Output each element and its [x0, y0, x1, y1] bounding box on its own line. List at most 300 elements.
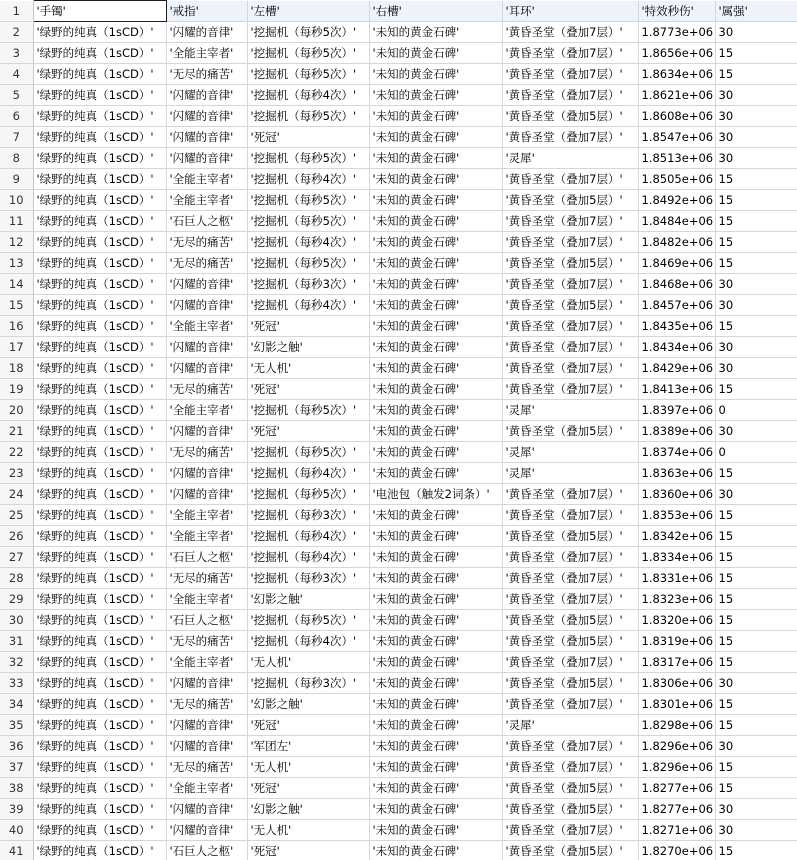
cell-bracelet[interactable]: '绿野的纯真（1sCD）': [33, 253, 166, 274]
cell-ring[interactable]: '闪耀的音律': [166, 127, 247, 148]
cell-earring[interactable]: '黄昏圣堂（叠加7层）': [502, 85, 638, 106]
cell-left-slot[interactable]: '挖掘机（每秒5次）': [247, 400, 369, 421]
cell-element-strength[interactable]: 30: [715, 106, 797, 127]
cell-effective-dps[interactable]: 1.8468e+06: [638, 274, 715, 295]
cell-ring[interactable]: '石巨人之柩': [166, 610, 247, 631]
cell-bracelet[interactable]: '绿野的纯真（1sCD）': [33, 757, 166, 778]
cell-earring[interactable]: '黄昏圣堂（叠加5层）': [502, 778, 638, 799]
row-number[interactable]: 23: [0, 463, 33, 484]
cell-earring[interactable]: '黄昏圣堂（叠加5层）': [502, 421, 638, 442]
cell-effective-dps[interactable]: 1.8513e+06: [638, 148, 715, 169]
cell-left-slot[interactable]: '挖掘机（每秒4次）': [247, 463, 369, 484]
cell-element-strength[interactable]: 30: [715, 148, 797, 169]
cell-effective-dps[interactable]: 1.8656e+06: [638, 43, 715, 64]
cell-earring[interactable]: '黄昏圣堂（叠加5层）': [502, 799, 638, 820]
cell-earring[interactable]: '黄昏圣堂（叠加5层）': [502, 673, 638, 694]
cell-left-slot[interactable]: '挖掘机（每秒5次）': [247, 442, 369, 463]
cell-bracelet[interactable]: '绿野的纯真（1sCD）': [33, 715, 166, 736]
cell-earring[interactable]: '黄昏圣堂（叠加7层）': [502, 274, 638, 295]
cell-left-slot[interactable]: '挖掘机（每秒4次）': [247, 295, 369, 316]
cell-ring[interactable]: '无尽的痛苦': [166, 568, 247, 589]
cell-ring[interactable]: '闪耀的音律': [166, 358, 247, 379]
header-cell-earring[interactable]: '耳环': [502, 1, 638, 22]
cell-effective-dps[interactable]: 1.8277e+06: [638, 799, 715, 820]
cell-effective-dps[interactable]: 1.8317e+06: [638, 652, 715, 673]
cell-earring[interactable]: '黄昏圣堂（叠加7层）': [502, 211, 638, 232]
cell-right-slot[interactable]: '未知的黄金石碑': [369, 358, 502, 379]
row-number[interactable]: 29: [0, 589, 33, 610]
cell-bracelet[interactable]: '绿野的纯真（1sCD）': [33, 568, 166, 589]
cell-ring[interactable]: '无尽的痛苦': [166, 379, 247, 400]
cell-ring[interactable]: '全能主宰者': [166, 169, 247, 190]
cell-right-slot[interactable]: '未知的黄金石碑': [369, 274, 502, 295]
cell-left-slot[interactable]: '死冠': [247, 421, 369, 442]
row-number[interactable]: 27: [0, 547, 33, 568]
cell-right-slot[interactable]: '未知的黄金石碑': [369, 631, 502, 652]
cell-left-slot[interactable]: '军团左': [247, 736, 369, 757]
cell-ring[interactable]: '石巨人之柩': [166, 211, 247, 232]
cell-right-slot[interactable]: '未知的黄金石碑': [369, 610, 502, 631]
cell-right-slot[interactable]: '未知的黄金石碑': [369, 673, 502, 694]
cell-earring[interactable]: '黄昏圣堂（叠加7层）': [502, 22, 638, 43]
cell-earring[interactable]: '黄昏圣堂（叠加5层）': [502, 253, 638, 274]
cell-right-slot[interactable]: '未知的黄金石碑': [369, 841, 502, 860]
cell-right-slot[interactable]: '未知的黄金石碑': [369, 22, 502, 43]
row-number[interactable]: 21: [0, 421, 33, 442]
cell-element-strength[interactable]: 30: [715, 22, 797, 43]
cell-effective-dps[interactable]: 1.8296e+06: [638, 736, 715, 757]
cell-right-slot[interactable]: '未知的黄金石碑': [369, 652, 502, 673]
cell-earring[interactable]: '黄昏圣堂（叠加7层）': [502, 757, 638, 778]
cell-element-strength[interactable]: 30: [715, 799, 797, 820]
cell-bracelet[interactable]: '绿野的纯真（1sCD）': [33, 526, 166, 547]
cell-bracelet[interactable]: '绿野的纯真（1sCD）': [33, 421, 166, 442]
cell-element-strength[interactable]: 15: [715, 841, 797, 860]
cell-element-strength[interactable]: 30: [715, 820, 797, 841]
cell-ring[interactable]: '闪耀的音律': [166, 421, 247, 442]
cell-effective-dps[interactable]: 1.8389e+06: [638, 421, 715, 442]
cell-effective-dps[interactable]: 1.8319e+06: [638, 631, 715, 652]
cell-effective-dps[interactable]: 1.8323e+06: [638, 589, 715, 610]
cell-right-slot[interactable]: '电池包（触发2词条）': [369, 484, 502, 505]
cell-right-slot[interactable]: '未知的黄金石碑': [369, 190, 502, 211]
cell-ring[interactable]: '闪耀的音律': [166, 673, 247, 694]
cell-ring[interactable]: '无尽的痛苦': [166, 442, 247, 463]
cell-left-slot[interactable]: '挖掘机（每秒4次）': [247, 526, 369, 547]
cell-left-slot[interactable]: '无人机': [247, 820, 369, 841]
cell-left-slot[interactable]: '挖掘机（每秒5次）': [247, 610, 369, 631]
cell-left-slot[interactable]: '挖掘机（每秒5次）': [247, 64, 369, 85]
cell-ring[interactable]: '全能主宰者': [166, 43, 247, 64]
cell-earring[interactable]: '黄昏圣堂（叠加5层）': [502, 841, 638, 860]
cell-right-slot[interactable]: '未知的黄金石碑': [369, 421, 502, 442]
cell-ring[interactable]: '全能主宰者': [166, 526, 247, 547]
cell-right-slot[interactable]: '未知的黄金石碑': [369, 442, 502, 463]
cell-bracelet[interactable]: '绿野的纯真（1sCD）': [33, 295, 166, 316]
cell-bracelet[interactable]: '绿野的纯真（1sCD）': [33, 820, 166, 841]
cell-bracelet[interactable]: '绿野的纯真（1sCD）': [33, 631, 166, 652]
cell-ring[interactable]: '石巨人之柩': [166, 841, 247, 860]
cell-effective-dps[interactable]: 1.8457e+06: [638, 295, 715, 316]
cell-earring[interactable]: '黄昏圣堂（叠加7层）': [502, 316, 638, 337]
cell-right-slot[interactable]: '未知的黄金石碑': [369, 379, 502, 400]
cell-earring[interactable]: '黄昏圣堂（叠加7层）': [502, 169, 638, 190]
cell-element-strength[interactable]: 0: [715, 442, 797, 463]
cell-left-slot[interactable]: '挖掘机（每秒3次）': [247, 568, 369, 589]
cell-bracelet[interactable]: '绿野的纯真（1sCD）': [33, 106, 166, 127]
cell-element-strength[interactable]: 30: [715, 274, 797, 295]
cell-ring[interactable]: '全能主宰者': [166, 190, 247, 211]
cell-element-strength[interactable]: 30: [715, 85, 797, 106]
cell-earring[interactable]: '黄昏圣堂（叠加5层）': [502, 106, 638, 127]
cell-ring[interactable]: '全能主宰者': [166, 589, 247, 610]
cell-ring[interactable]: '闪耀的音律': [166, 148, 247, 169]
cell-earring[interactable]: '黄昏圣堂（叠加7层）': [502, 64, 638, 85]
cell-earring[interactable]: '黄昏圣堂（叠加7层）': [502, 337, 638, 358]
row-number[interactable]: 25: [0, 505, 33, 526]
cell-earring[interactable]: '灵犀': [502, 463, 638, 484]
cell-left-slot[interactable]: '无人机': [247, 652, 369, 673]
cell-bracelet[interactable]: '绿野的纯真（1sCD）': [33, 673, 166, 694]
cell-ring[interactable]: '闪耀的音律': [166, 295, 247, 316]
cell-left-slot[interactable]: '挖掘机（每秒5次）': [247, 22, 369, 43]
cell-element-strength[interactable]: 30: [715, 421, 797, 442]
cell-effective-dps[interactable]: 1.8482e+06: [638, 232, 715, 253]
row-number[interactable]: 6: [0, 106, 33, 127]
cell-right-slot[interactable]: '未知的黄金石碑': [369, 694, 502, 715]
row-number[interactable]: 31: [0, 631, 33, 652]
cell-bracelet[interactable]: '绿野的纯真（1sCD）': [33, 799, 166, 820]
cell-left-slot[interactable]: '挖掘机（每秒4次）': [247, 631, 369, 652]
cell-effective-dps[interactable]: 1.8298e+06: [638, 715, 715, 736]
cell-element-strength[interactable]: 30: [715, 673, 797, 694]
cell-left-slot[interactable]: '挖掘机（每秒3次）': [247, 505, 369, 526]
cell-right-slot[interactable]: '未知的黄金石碑': [369, 85, 502, 106]
cell-earring[interactable]: '黄昏圣堂（叠加7层）': [502, 127, 638, 148]
cell-ring[interactable]: '无尽的痛苦': [166, 757, 247, 778]
cell-bracelet[interactable]: '绿野的纯真（1sCD）': [33, 127, 166, 148]
cell-effective-dps[interactable]: 1.8397e+06: [638, 400, 715, 421]
row-number[interactable]: 8: [0, 148, 33, 169]
cell-effective-dps[interactable]: 1.8271e+06: [638, 820, 715, 841]
cell-right-slot[interactable]: '未知的黄金石碑': [369, 757, 502, 778]
cell-effective-dps[interactable]: 1.8634e+06: [638, 64, 715, 85]
cell-ring[interactable]: '全能主宰者': [166, 400, 247, 421]
cell-bracelet[interactable]: '绿野的纯真（1sCD）': [33, 211, 166, 232]
cell-effective-dps[interactable]: 1.8270e+06: [638, 841, 715, 860]
cell-element-strength[interactable]: 30: [715, 736, 797, 757]
cell-effective-dps[interactable]: 1.8435e+06: [638, 316, 715, 337]
cell-effective-dps[interactable]: 1.8320e+06: [638, 610, 715, 631]
cell-element-strength[interactable]: 15: [715, 757, 797, 778]
cell-right-slot[interactable]: '未知的黄金石碑': [369, 169, 502, 190]
row-number[interactable]: 12: [0, 232, 33, 253]
cell-earring[interactable]: '灵犀': [502, 715, 638, 736]
cell-element-strength[interactable]: 15: [715, 547, 797, 568]
cell-element-strength[interactable]: 30: [715, 484, 797, 505]
cell-right-slot[interactable]: '未知的黄金石碑': [369, 253, 502, 274]
row-number[interactable]: 28: [0, 568, 33, 589]
row-number[interactable]: 4: [0, 64, 33, 85]
cell-bracelet[interactable]: '绿野的纯真（1sCD）': [33, 337, 166, 358]
cell-element-strength[interactable]: 0: [715, 400, 797, 421]
cell-right-slot[interactable]: '未知的黄金石碑': [369, 568, 502, 589]
cell-element-strength[interactable]: 15: [715, 463, 797, 484]
row-number[interactable]: 5: [0, 85, 33, 106]
cell-bracelet[interactable]: '绿野的纯真（1sCD）': [33, 694, 166, 715]
row-number[interactable]: 40: [0, 820, 33, 841]
cell-element-strength[interactable]: 15: [715, 379, 797, 400]
cell-ring[interactable]: '闪耀的音律': [166, 484, 247, 505]
cell-left-slot[interactable]: '无人机': [247, 757, 369, 778]
row-number[interactable]: 14: [0, 274, 33, 295]
cell-earring[interactable]: '黄昏圣堂（叠加5层）': [502, 610, 638, 631]
cell-bracelet[interactable]: '绿野的纯真（1sCD）': [33, 400, 166, 421]
cell-left-slot[interactable]: '挖掘机（每秒5次）': [247, 253, 369, 274]
row-number[interactable]: 10: [0, 190, 33, 211]
cell-bracelet[interactable]: '绿野的纯真（1sCD）': [33, 547, 166, 568]
cell-bracelet[interactable]: '绿野的纯真（1sCD）': [33, 358, 166, 379]
cell-earring[interactable]: '灵犀': [502, 148, 638, 169]
row-number[interactable]: 7: [0, 127, 33, 148]
cell-element-strength[interactable]: 15: [715, 43, 797, 64]
cell-element-strength[interactable]: 30: [715, 295, 797, 316]
row-number[interactable]: 41: [0, 841, 33, 860]
cell-effective-dps[interactable]: 1.8469e+06: [638, 253, 715, 274]
cell-earring[interactable]: '黄昏圣堂（叠加7层）': [502, 43, 638, 64]
cell-ring[interactable]: '闪耀的音律': [166, 736, 247, 757]
cell-effective-dps[interactable]: 1.8277e+06: [638, 778, 715, 799]
row-number[interactable]: 30: [0, 610, 33, 631]
cell-effective-dps[interactable]: 1.8608e+06: [638, 106, 715, 127]
row-number[interactable]: 24: [0, 484, 33, 505]
cell-element-strength[interactable]: 15: [715, 211, 797, 232]
row-number[interactable]: 32: [0, 652, 33, 673]
cell-left-slot[interactable]: '挖掘机（每秒5次）': [247, 190, 369, 211]
cell-left-slot[interactable]: '挖掘机（每秒5次）': [247, 148, 369, 169]
cell-right-slot[interactable]: '未知的黄金石碑': [369, 400, 502, 421]
cell-bracelet[interactable]: '绿野的纯真（1sCD）': [33, 85, 166, 106]
cell-earring[interactable]: '黄昏圣堂（叠加7层）': [502, 568, 638, 589]
cell-earring[interactable]: '黄昏圣堂（叠加7层）': [502, 736, 638, 757]
header-cell-left-slot[interactable]: '左槽': [247, 1, 369, 22]
header-cell-right-slot[interactable]: '右槽': [369, 1, 502, 22]
cell-bracelet[interactable]: '绿野的纯真（1sCD）': [33, 190, 166, 211]
cell-bracelet[interactable]: '绿野的纯真（1sCD）': [33, 274, 166, 295]
cell-element-strength[interactable]: 15: [715, 505, 797, 526]
cell-ring[interactable]: '闪耀的音律': [166, 22, 247, 43]
cell-effective-dps[interactable]: 1.8296e+06: [638, 757, 715, 778]
cell-element-strength[interactable]: 15: [715, 64, 797, 85]
row-number[interactable]: 9: [0, 169, 33, 190]
cell-left-slot[interactable]: '死冠': [247, 715, 369, 736]
row-number[interactable]: 35: [0, 715, 33, 736]
cell-effective-dps[interactable]: 1.8353e+06: [638, 505, 715, 526]
row-number[interactable]: 33: [0, 673, 33, 694]
cell-ring[interactable]: '闪耀的音律': [166, 106, 247, 127]
cell-effective-dps[interactable]: 1.8331e+06: [638, 568, 715, 589]
cell-earring[interactable]: '黄昏圣堂（叠加7层）': [502, 694, 638, 715]
cell-element-strength[interactable]: 15: [715, 610, 797, 631]
row-number[interactable]: 15: [0, 295, 33, 316]
cell-bracelet[interactable]: '绿野的纯真（1sCD）': [33, 589, 166, 610]
cell-effective-dps[interactable]: 1.8374e+06: [638, 442, 715, 463]
cell-earring[interactable]: '黄昏圣堂（叠加5层）': [502, 526, 638, 547]
cell-bracelet[interactable]: '绿野的纯真（1sCD）': [33, 148, 166, 169]
row-number[interactable]: 16: [0, 316, 33, 337]
cell-bracelet[interactable]: '绿野的纯真（1sCD）': [33, 610, 166, 631]
cell-effective-dps[interactable]: 1.8484e+06: [638, 211, 715, 232]
cell-left-slot[interactable]: '幻影之触': [247, 337, 369, 358]
cell-right-slot[interactable]: '未知的黄金石碑': [369, 316, 502, 337]
cell-left-slot[interactable]: '死冠': [247, 778, 369, 799]
cell-effective-dps[interactable]: 1.8621e+06: [638, 85, 715, 106]
cell-bracelet[interactable]: '绿野的纯真（1sCD）': [33, 505, 166, 526]
cell-effective-dps[interactable]: 1.8492e+06: [638, 190, 715, 211]
cell-bracelet[interactable]: '绿野的纯真（1sCD）': [33, 463, 166, 484]
header-cell-element-strength[interactable]: '属强': [715, 1, 797, 22]
cell-effective-dps[interactable]: 1.8342e+06: [638, 526, 715, 547]
cell-element-strength[interactable]: 15: [715, 631, 797, 652]
cell-ring[interactable]: '全能主宰者': [166, 505, 247, 526]
cell-effective-dps[interactable]: 1.8360e+06: [638, 484, 715, 505]
cell-ring[interactable]: '无尽的痛苦': [166, 232, 247, 253]
cell-bracelet[interactable]: '绿野的纯真（1sCD）': [33, 778, 166, 799]
cell-right-slot[interactable]: '未知的黄金石碑': [369, 589, 502, 610]
cell-left-slot[interactable]: '挖掘机（每秒4次）': [247, 232, 369, 253]
cell-bracelet[interactable]: '绿野的纯真（1sCD）': [33, 169, 166, 190]
row-number[interactable]: 34: [0, 694, 33, 715]
cell-left-slot[interactable]: '挖掘机（每秒5次）': [247, 484, 369, 505]
cell-right-slot[interactable]: '未知的黄金石碑': [369, 778, 502, 799]
row-number[interactable]: 36: [0, 736, 33, 757]
cell-left-slot[interactable]: '挖掘机（每秒5次）': [247, 211, 369, 232]
cell-bracelet[interactable]: '绿野的纯真（1sCD）': [33, 64, 166, 85]
cell-right-slot[interactable]: '未知的黄金石碑': [369, 820, 502, 841]
cell-element-strength[interactable]: 15: [715, 253, 797, 274]
cell-ring[interactable]: '闪耀的音律': [166, 820, 247, 841]
cell-left-slot[interactable]: '挖掘机（每秒5次）': [247, 106, 369, 127]
cell-right-slot[interactable]: '未知的黄金石碑': [369, 106, 502, 127]
cell-left-slot[interactable]: '挖掘机（每秒4次）': [247, 169, 369, 190]
cell-right-slot[interactable]: '未知的黄金石碑': [369, 715, 502, 736]
cell-left-slot[interactable]: '挖掘机（每秒3次）': [247, 274, 369, 295]
cell-ring[interactable]: '全能主宰者': [166, 778, 247, 799]
row-number[interactable]: 17: [0, 337, 33, 358]
row-number[interactable]: 13: [0, 253, 33, 274]
cell-left-slot[interactable]: '幻影之触': [247, 799, 369, 820]
cell-earring[interactable]: '灵犀': [502, 442, 638, 463]
header-cell-ring[interactable]: '戒指': [166, 1, 247, 22]
cell-ring[interactable]: '无尽的痛苦': [166, 694, 247, 715]
cell-effective-dps[interactable]: 1.8505e+06: [638, 169, 715, 190]
row-number[interactable]: 1: [0, 1, 33, 22]
cell-right-slot[interactable]: '未知的黄金石碑': [369, 799, 502, 820]
cell-element-strength[interactable]: 15: [715, 715, 797, 736]
cell-bracelet[interactable]: '绿野的纯真（1sCD）': [33, 316, 166, 337]
cell-effective-dps[interactable]: 1.8773e+06: [638, 22, 715, 43]
cell-right-slot[interactable]: '未知的黄金石碑': [369, 526, 502, 547]
cell-bracelet[interactable]: '绿野的纯真（1sCD）': [33, 841, 166, 860]
cell-element-strength[interactable]: 15: [715, 169, 797, 190]
cell-effective-dps[interactable]: 1.8301e+06: [638, 694, 715, 715]
cell-right-slot[interactable]: '未知的黄金石碑': [369, 295, 502, 316]
cell-left-slot[interactable]: '挖掘机（每秒4次）': [247, 547, 369, 568]
cell-left-slot[interactable]: '死冠': [247, 379, 369, 400]
cell-element-strength[interactable]: 30: [715, 127, 797, 148]
cell-bracelet[interactable]: '绿野的纯真（1sCD）': [33, 379, 166, 400]
cell-effective-dps[interactable]: 1.8363e+06: [638, 463, 715, 484]
cell-ring[interactable]: '闪耀的音律': [166, 463, 247, 484]
cell-left-slot[interactable]: '无人机': [247, 358, 369, 379]
cell-earring[interactable]: '黄昏圣堂（叠加7层）': [502, 358, 638, 379]
cell-bracelet[interactable]: '绿野的纯真（1sCD）': [33, 652, 166, 673]
cell-ring[interactable]: '闪耀的音律': [166, 85, 247, 106]
cell-ring[interactable]: '无尽的痛苦': [166, 64, 247, 85]
header-cell-effective-dps[interactable]: '特效秒伤': [638, 1, 715, 22]
cell-ring[interactable]: '无尽的痛苦': [166, 631, 247, 652]
cell-right-slot[interactable]: '未知的黄金石碑': [369, 337, 502, 358]
cell-bracelet[interactable]: '绿野的纯真（1sCD）': [33, 736, 166, 757]
cell-right-slot[interactable]: '未知的黄金石碑': [369, 43, 502, 64]
cell-left-slot[interactable]: '死冠': [247, 841, 369, 860]
cell-element-strength[interactable]: 15: [715, 589, 797, 610]
row-number[interactable]: 20: [0, 400, 33, 421]
cell-effective-dps[interactable]: 1.8334e+06: [638, 547, 715, 568]
cell-element-strength[interactable]: 15: [715, 568, 797, 589]
cell-element-strength[interactable]: 15: [715, 190, 797, 211]
cell-left-slot[interactable]: '幻影之触': [247, 694, 369, 715]
cell-bracelet[interactable]: '绿野的纯真（1sCD）': [33, 442, 166, 463]
cell-earring[interactable]: '黄昏圣堂（叠加7层）': [502, 589, 638, 610]
cell-left-slot[interactable]: '挖掘机（每秒3次）': [247, 673, 369, 694]
cell-bracelet[interactable]: '绿野的纯真（1sCD）': [33, 22, 166, 43]
cell-bracelet[interactable]: '绿野的纯真（1sCD）': [33, 43, 166, 64]
cell-element-strength[interactable]: 15: [715, 694, 797, 715]
cell-element-strength[interactable]: 15: [715, 316, 797, 337]
cell-earring[interactable]: '灵犀': [502, 400, 638, 421]
cell-left-slot[interactable]: '挖掘机（每秒4次）': [247, 85, 369, 106]
cell-element-strength[interactable]: 15: [715, 778, 797, 799]
cell-effective-dps[interactable]: 1.8306e+06: [638, 673, 715, 694]
cell-earring[interactable]: '黄昏圣堂（叠加5层）': [502, 190, 638, 211]
cell-earring[interactable]: '黄昏圣堂（叠加7层）': [502, 547, 638, 568]
cell-ring[interactable]: '石巨人之柩': [166, 547, 247, 568]
row-number[interactable]: 38: [0, 778, 33, 799]
cell-left-slot[interactable]: '死冠': [247, 316, 369, 337]
cell-earring[interactable]: '黄昏圣堂（叠加5层）': [502, 631, 638, 652]
cell-ring[interactable]: '闪耀的音律': [166, 799, 247, 820]
cell-earring[interactable]: '黄昏圣堂（叠加7层）': [502, 652, 638, 673]
cell-right-slot[interactable]: '未知的黄金石碑': [369, 232, 502, 253]
cell-ring[interactable]: '全能主宰者': [166, 652, 247, 673]
cell-ring[interactable]: '闪耀的音律': [166, 337, 247, 358]
cell-earring[interactable]: '黄昏圣堂（叠加7层）': [502, 820, 638, 841]
cell-effective-dps[interactable]: 1.8547e+06: [638, 127, 715, 148]
cell-effective-dps[interactable]: 1.8413e+06: [638, 379, 715, 400]
cell-earring[interactable]: '黄昏圣堂（叠加7层）': [502, 505, 638, 526]
cell-right-slot[interactable]: '未知的黄金石碑': [369, 736, 502, 757]
cell-ring[interactable]: '闪耀的音律': [166, 715, 247, 736]
cell-earring[interactable]: '黄昏圣堂（叠加7层）': [502, 379, 638, 400]
cell-bracelet[interactable]: '绿野的纯真（1sCD）': [33, 484, 166, 505]
row-number[interactable]: 18: [0, 358, 33, 379]
cell-earring[interactable]: '黄昏圣堂（叠加5层）': [502, 295, 638, 316]
cell-element-strength[interactable]: 15: [715, 652, 797, 673]
cell-right-slot[interactable]: '未知的黄金石碑': [369, 463, 502, 484]
cell-right-slot[interactable]: '未知的黄金石碑': [369, 547, 502, 568]
cell-effective-dps[interactable]: 1.8429e+06: [638, 358, 715, 379]
